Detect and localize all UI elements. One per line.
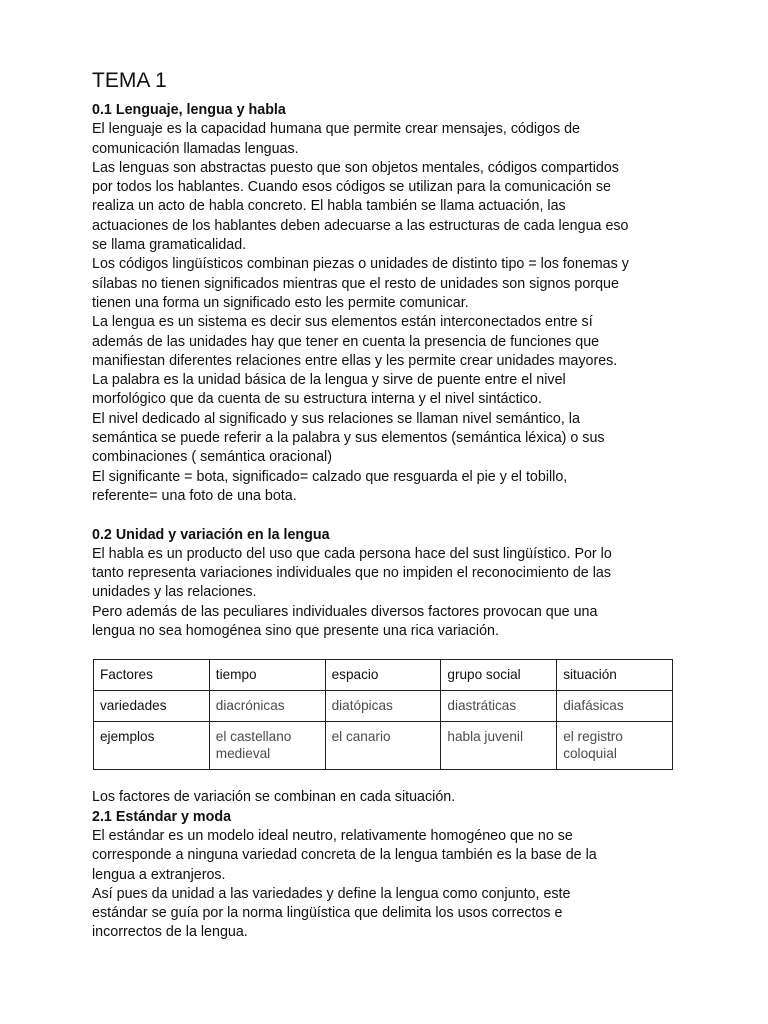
text-line: por todos los hablantes. Cuando esos códigos se utilizan para la comunicación se	[92, 179, 611, 196]
text-line: combinaciones ( semántica oracional)	[92, 449, 332, 466]
text-line: El estándar es un modelo ideal neutro, relativamente homogéneo que no se	[92, 827, 573, 844]
text-line: lengua a extranjeros.	[92, 866, 226, 883]
table-cell: diacrónicas	[209, 691, 325, 722]
text-line: actuaciones de los hablantes deben adecuarse a las estructuras de cada lengua eso	[92, 217, 629, 234]
text-line: sílabas no tienen significados mientras que el resto de unidades son signos porque	[92, 275, 619, 292]
table-row	[94, 691, 673, 722]
table-cell: habla juvenil	[441, 722, 557, 770]
text-line: La lengua es un sistema es decir sus elementos están interconectados entre sí	[92, 314, 593, 331]
text-line: Las lenguas son abstractas puesto que son objetos mentales, códigos compartidos	[92, 159, 619, 176]
table-cell: diatópicas	[325, 691, 441, 722]
section-heading-lenguaje: 0.1 Lenguaje, lengua y habla	[92, 102, 286, 118]
text-line: manifiestan diferentes relaciones entre ellas y les permite crear unidades mayores.	[92, 352, 618, 369]
table-cell: ejemplos	[94, 722, 210, 770]
table-row	[94, 722, 673, 770]
text-line: se llama gramaticalidad.	[92, 237, 247, 254]
text-line: unidades y las relaciones.	[92, 584, 257, 601]
blank-line	[92, 506, 678, 525]
table-row	[94, 660, 673, 691]
section-body-variacion	[92, 545, 678, 641]
text-line: además de las unidades hay que tener en cuenta la presencia de funciones que	[92, 333, 600, 350]
table-cell: diafásicas	[557, 691, 673, 722]
text-line: morfológico que da cuenta de su estructura interna y el nivel sintáctico.	[92, 391, 542, 408]
text-line: El significante = bota, significado= calzado que resguarda el pie y el tobillo,	[92, 468, 568, 485]
text-line: realiza un acto de habla concreto. El habla también se llama actuación, las	[92, 198, 566, 215]
table-cell: diastráticas	[441, 691, 557, 722]
text-line: El lenguaje es la capacidad humana que permite crear mensajes, códigos de	[92, 121, 580, 138]
text-line: Pero además de las peculiares individuales diversos factores provocan que una	[92, 603, 598, 620]
variation-factors-table	[93, 659, 673, 770]
text-line: tienen una forma un significado esto les permite comunicar.	[92, 294, 469, 311]
text-line: El habla es un producto del uso que cada persona hace del sust lingüístico. Por lo	[92, 545, 612, 562]
table-cell: situación	[557, 660, 673, 691]
table-cell: variedades	[94, 691, 210, 722]
text-line: referente= una foto de una bota.	[92, 487, 297, 504]
text-line: semántica se puede referir a la palabra y sus elementos (semántica léxica) o sus	[92, 430, 605, 447]
table-cell: espacio	[325, 660, 441, 691]
section-heading-variacion: 0.2 Unidad y variación en la lengua	[92, 526, 330, 543]
text-line: Los códigos lingüísticos combinan piezas o unidades de distinto tipo = los fonemas y	[92, 256, 629, 273]
page-title: TEMA 1	[92, 69, 167, 92]
text-line: El nivel dedicado al significado y sus relaciones se llaman nivel semántico, la	[92, 410, 580, 427]
text-line: Los factores de variación se combinan en cada situación.	[92, 789, 456, 806]
section-body-lenguaje	[92, 120, 678, 506]
text-line: Así pues da unidad a las variedades y define la lengua como conjunto, este	[92, 885, 571, 902]
text-line: corresponde a ninguna variedad concreta de la lengua también es la base de la	[92, 847, 597, 864]
table-cell: grupo social	[441, 660, 557, 691]
table-cell: Factores	[94, 660, 210, 691]
text-line: estándar se guía por la norma lingüística que delimita los usos correctos e	[92, 905, 563, 922]
text-line: comunicación llamadas lenguas.	[92, 140, 299, 157]
section-body-estandar	[92, 827, 678, 943]
text-line: La palabra es la unidad básica de la lengua y sirve de puente entre el nivel	[92, 372, 566, 389]
section-heading-estandar: 2.1 Estándar y moda	[92, 808, 232, 825]
table-cell: el castellano medieval	[209, 722, 325, 770]
table-cell: el registro coloquial	[557, 722, 673, 770]
text-line: lengua no sea homogénea sino que presente una rica variación.	[92, 623, 499, 640]
text-line: tanto representa variaciones individuales que no impiden el reconocimiento de las	[92, 565, 611, 582]
table-cell: tiempo	[209, 660, 325, 691]
text-line: incorrectos de la lengua.	[92, 924, 248, 941]
table-cell: el canario	[325, 722, 441, 770]
